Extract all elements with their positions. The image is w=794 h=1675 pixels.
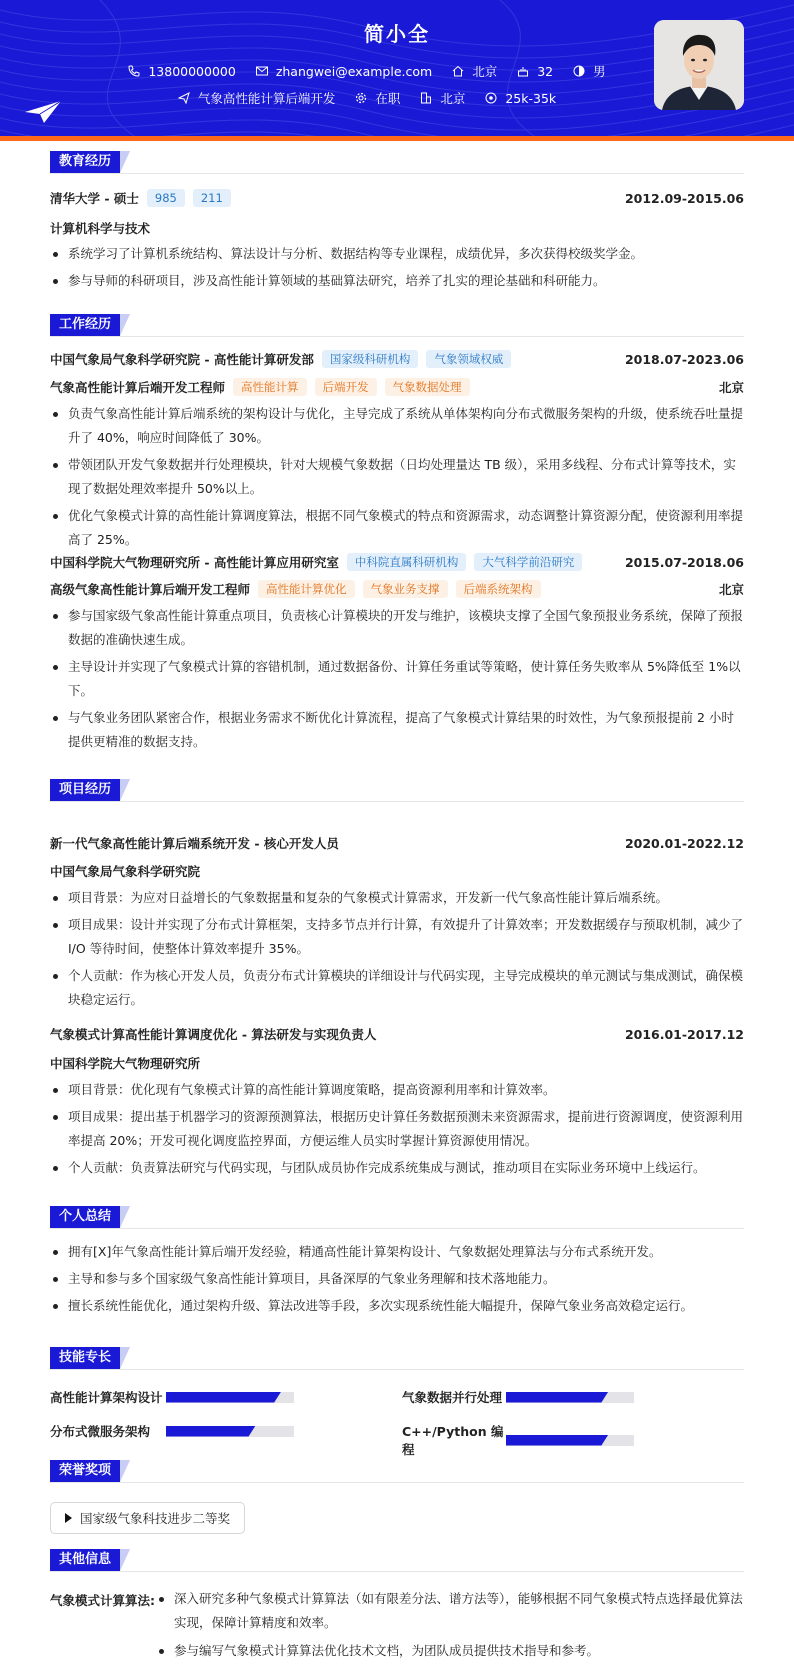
org-tag: 中科院直属科研机构	[347, 553, 467, 571]
phone-icon	[128, 65, 140, 77]
job-city: 北京	[718, 380, 744, 395]
job-bullets	[50, 402, 744, 555]
education-title: 教育经历	[50, 151, 120, 173]
status-item	[355, 89, 400, 107]
job-bullets	[50, 604, 744, 757]
skill-bar-fill	[166, 1392, 281, 1403]
list-item: 项目背景：为应对日益增长的气象数据量和复杂的气象模式计算需求，开发新一代气象高性能计算后端系统。	[50, 886, 744, 910]
other-section-title	[50, 1549, 120, 1571]
location-item	[452, 62, 497, 80]
projects-section-title	[50, 779, 120, 801]
paper-plane-icon	[24, 100, 62, 124]
home-icon	[452, 65, 464, 77]
target-city-item	[420, 89, 465, 107]
list-item: 带领团队开发气象数据并行处理模块，针对大规模气象数据（日均处理量达 TB 级），采用多线程、分布式计算等技术，实现了数据处理效率提升 50%以上。	[50, 453, 744, 501]
list-item: 项目背景：优化现有气象模式计算的高性能计算调度策略，提高资源利用率和计算效率。	[50, 1078, 744, 1102]
skills-section-title	[50, 1347, 120, 1369]
list-item: 个人贡献：作为核心开发人员，负责分布式计算模块的详细设计与代码实现，主导完成模块的单元测试与集成测试，确保模块稳定运行。	[50, 964, 744, 1012]
summary-section-title	[50, 1206, 120, 1228]
projects-title: 项目经历	[50, 779, 120, 801]
job-role-row	[50, 580, 744, 598]
list-item: 参与国家级气象高性能计算重点项目，负责核心计算模块的开发与维护，该模块支撑了全国气象预报业务系统，保障了预报数据的准确快速生成。	[50, 604, 744, 652]
other-bullets	[156, 1587, 746, 1667]
section-divider	[50, 336, 744, 337]
section-divider	[50, 1369, 744, 1370]
honor-text: 国家级气象科技进步二等奖	[80, 1511, 231, 1526]
project-date: 2020.01-2022.12	[624, 835, 744, 851]
list-item: 个人贡献：负责算法研究与代码实现，与团队成员协作完成系统集成与测试，推动项目在实际业务环境中上线运行。	[50, 1156, 744, 1180]
list-item: 主导和参与多个国家级气象高性能计算项目，具备深厚的气象业务理解和技术落地能力。	[50, 1267, 744, 1291]
skill-bar	[506, 1392, 634, 1403]
project-header-row	[50, 1025, 744, 1043]
list-item: 参与编写气象模式计算算法优化技术文档，为团队成员提供技术指导和参考。	[156, 1639, 746, 1663]
list-item: 参与导师的科研项目，涉及高性能计算领域的基础算法研究，培养了扎实的理论基础和科研能力。	[50, 269, 744, 293]
email-item	[256, 64, 432, 79]
role-tag: 后端开发	[315, 378, 377, 396]
skill-name: 气象数据并行处理	[402, 1390, 503, 1405]
skill-bar	[166, 1426, 294, 1437]
skill-item	[402, 1388, 634, 1406]
job-role: 高级气象高性能计算后端开发工程师	[50, 582, 251, 597]
skills-title: 技能专长	[50, 1347, 120, 1369]
location-text: 北京	[472, 64, 498, 79]
email-icon	[256, 65, 268, 77]
section-divider	[50, 801, 744, 802]
list-item: 项目成果：设计并实现了分布式计算框架，支持多节点并行计算，有效提升了计算效率；开发数据缓存与预取机制，减少了 I/O 等待时间，使整体计算效率提升 35%。	[50, 913, 744, 961]
org-tag: 大气科学前沿研究	[474, 553, 582, 571]
work-title: 工作经历	[50, 314, 120, 336]
job-role: 气象高性能计算后端开发工程师	[50, 380, 226, 395]
summary-title: 个人总结	[50, 1206, 120, 1228]
honors-section-title	[50, 1460, 120, 1482]
skill-bar	[166, 1392, 294, 1403]
project-header-row	[50, 834, 744, 852]
project-bullets	[50, 886, 744, 1015]
triangle-icon	[65, 1513, 72, 1523]
list-item: 系统学习了计算机系统结构、算法设计与分析、数据结构等专业课程，成绩优异，多次获得校级奖学金。	[50, 242, 744, 266]
project-org: 中国气象局气象科学研究院	[50, 864, 201, 879]
job-header-row	[50, 350, 744, 368]
list-item: 负责气象高性能计算后端系统的架构设计与优化，主导完成了系统从单体架构向分布式微服务架构的升级，使系统吞吐量提升了 40%，响应时间降低了 30%。	[50, 402, 744, 450]
gender-text: 男	[593, 64, 606, 79]
gender-item	[573, 62, 606, 80]
job-city: 北京	[718, 582, 744, 597]
education-bullets	[50, 242, 744, 296]
section-divider	[50, 1482, 744, 1483]
job-date: 2018.07-2023.06	[624, 351, 744, 367]
skill-item	[50, 1422, 294, 1440]
section-divider	[50, 173, 744, 174]
list-item: 深入研究多种气象模式计算算法（如有限差分法、谱方法等），能够根据不同气象模式特点选择最优算法实现，保障计算精度和效率。	[156, 1587, 746, 1635]
list-item: 拥有[X]年气象高性能计算后端开发经验，精通高性能计算架构设计、气象数据处理算法与分布式系统开发。	[50, 1240, 744, 1264]
salary-item	[485, 91, 556, 106]
target-job-text: 气象高性能计算后端开发	[197, 91, 336, 106]
school-tag: 985	[147, 189, 185, 207]
phone-text[interactable]: 13800000000	[148, 63, 236, 79]
age-text: 32	[537, 63, 554, 79]
list-item: 与气象业务团队紧密合作，根据业务需求不断优化计算流程，提高了气象模式计算结果的时效性，为气象预报提前 2 小时提供更精准的数据支持。	[50, 706, 744, 754]
resume-header	[0, 0, 794, 140]
school-tag: 211	[193, 189, 231, 207]
school-name: 清华大学 - 硕士	[50, 191, 139, 206]
phone-item	[128, 64, 235, 79]
target-job-item	[178, 89, 336, 107]
email-text[interactable]: zhangwei@example.com	[275, 63, 433, 79]
org-tag: 气象领域权威	[426, 350, 511, 368]
project-name: 新一代气象高性能计算后端系统开发 - 核心开发人员	[50, 836, 339, 851]
education-date: 2012.09-2015.06	[624, 190, 744, 206]
project-org: 中国科学院大气物理研究所	[50, 1056, 201, 1071]
list-item: 擅长系统性能优化，通过架构升级、算法改进等手段，多次实现系统性能大幅提升，保障气象业务高效稳定运行。	[50, 1294, 744, 1318]
status-text: 在职	[375, 91, 401, 106]
other-label: 气象模式计算算法:	[50, 1593, 155, 1608]
skill-item	[50, 1388, 294, 1406]
avatar	[654, 20, 744, 110]
skill-name: 高性能计算架构设计	[50, 1390, 163, 1405]
gender-icon	[573, 65, 585, 77]
honors-title: 荣誉奖项	[50, 1460, 120, 1482]
role-tag: 气象业务支撑	[363, 580, 448, 598]
money-icon	[485, 92, 497, 104]
education-section-title	[50, 151, 120, 173]
major: 计算机科学与技术	[50, 221, 151, 236]
education-header-row	[50, 189, 744, 207]
send-icon	[178, 92, 190, 104]
skill-bar-fill	[166, 1426, 256, 1437]
cake-icon	[517, 65, 529, 77]
gear-icon	[355, 92, 367, 104]
project-date: 2016.01-2017.12	[624, 1026, 744, 1042]
avatar-photo	[654, 20, 744, 110]
role-tag: 高性能计算	[233, 378, 307, 396]
skill-bar-fill	[506, 1392, 608, 1403]
section-divider	[50, 1571, 744, 1572]
list-item: 主导设计并实现了气象模式计算的容错机制，通过数据备份、计算任务重试等策略，使计算任务失败率从 5%降低至 1%以下。	[50, 655, 744, 703]
job-date: 2015.07-2018.06	[624, 554, 744, 570]
skill-name: C++/Python 编程	[402, 1424, 504, 1457]
header-accent-stripe	[0, 136, 794, 141]
building-icon	[420, 92, 432, 104]
section-divider	[50, 1228, 744, 1229]
honor-card	[50, 1502, 245, 1534]
list-item: 项目成果：提出基于机器学习的资源预测算法，根据历史计算任务数据预测未来资源需求，提前进行资源调度，使资源利用率提高 20%；开发可视化调度监控界面，方便运维人员实时掌握计算资源使用情况。	[50, 1105, 744, 1153]
skill-name: 分布式微服务架构	[50, 1424, 151, 1439]
role-tag: 后端系统架构	[456, 580, 541, 598]
skill-bar	[506, 1435, 634, 1446]
candidate-name: 简小全	[364, 22, 430, 46]
role-tag: 高性能计算优化	[258, 580, 355, 598]
age-item	[517, 64, 553, 79]
summary-bullets	[50, 1240, 744, 1321]
other-title: 其他信息	[50, 1549, 120, 1571]
skill-item	[402, 1422, 634, 1458]
work-section-title	[50, 314, 120, 336]
target-city-text: 北京	[440, 91, 466, 106]
job-org: 中国科学院大气物理研究所 - 高性能计算应用研究室	[50, 555, 339, 570]
project-name: 气象模式计算高性能计算调度优化 - 算法研发与实现负责人	[50, 1027, 377, 1042]
job-org: 中国气象局气象科学研究院 - 高性能计算研发部	[50, 352, 314, 367]
job-role-row	[50, 378, 744, 396]
skill-bar-fill	[506, 1435, 608, 1446]
role-tag: 气象数据处理	[385, 378, 470, 396]
org-tag: 国家级科研机构	[322, 350, 419, 368]
list-item: 优化气象模式计算的高性能计算调度算法，根据不同气象模式的特点和资源需求，动态调整计算资源分配，使资源利用率提高了 25%。	[50, 504, 744, 552]
project-bullets	[50, 1078, 744, 1183]
job-header-row	[50, 553, 744, 571]
salary-text: 25k-35k	[505, 90, 557, 106]
